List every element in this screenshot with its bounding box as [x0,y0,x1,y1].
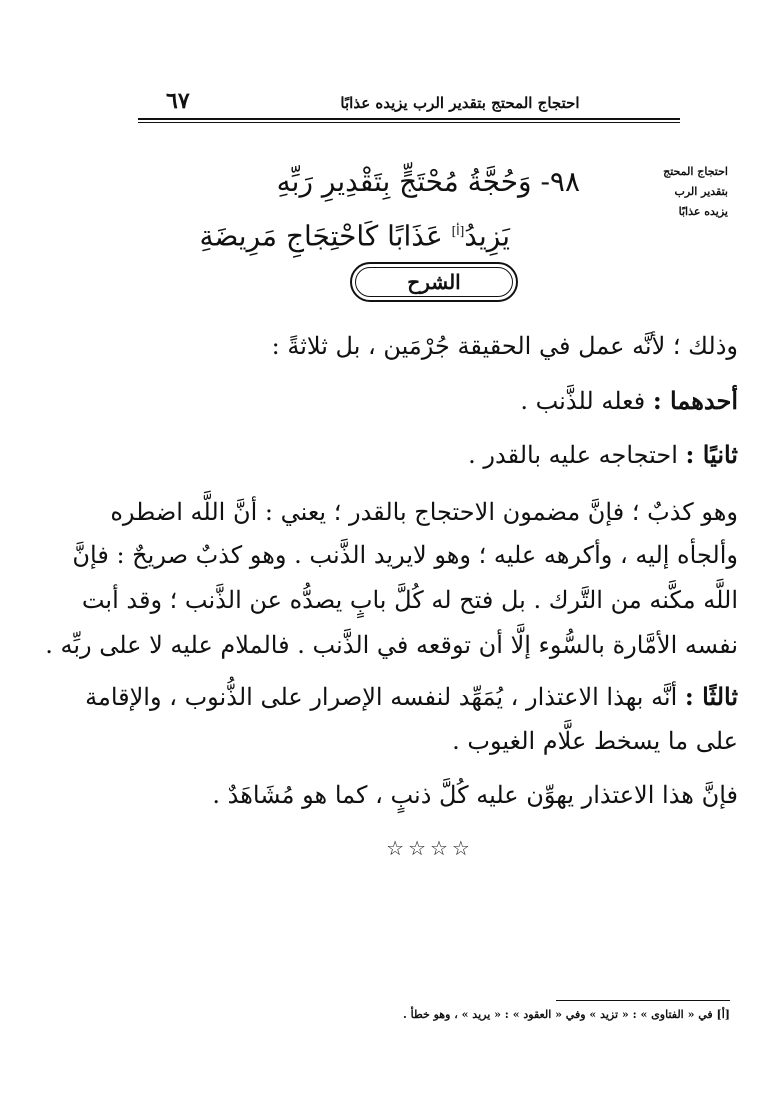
point-text: فعله للذَّنب . [520,387,653,415]
margin-note-line-1: احتجاج المحتج [663,165,728,178]
section-badge [350,262,518,302]
margin-note [618,162,728,222]
paragraph-line: نفسه الأمَّارة بالسُّوء إلَّا أن توقعه في الذَّنب . فالملام عليه لا على ربِّه . [45,631,738,659]
point-lead: ثالثًا : [684,682,738,711]
paragraph-line: فإنَّ هذا الاعتذار يهوِّن عليه كُلَّ ذنبٍ ، كما هو مُشَاهَدٌ . [212,781,738,809]
section-title: الشرح [355,267,513,297]
point-lead: ثانيًا : [685,440,738,469]
header-rule-thin [138,122,680,123]
point-text: أنَّه بهذا الاعتذار ، يُمَهِّد لنفسه الإصرار على الذُّنوب ، والإقامة [85,683,685,711]
header-rule [138,118,680,120]
verse-line-1: ٩٨- وَحُجَّةُ مُحْتَجٍّ بِتَقْدِيرِ رَبِّهِ [276,165,580,198]
point-text: احتجاجه عليه بالقدر . [468,441,686,469]
star-separator: ☆☆☆☆ [386,836,474,860]
point-lead: أحدهما : [652,386,738,415]
paragraph-line: اللَّه مكَّنه من التَّرك . بل فتح له كُلَّ بابٍ يصدُّه عن الذَّنب ؛ وقد أبت [81,586,738,614]
footnote-rule [556,1000,730,1001]
paragraph-second-point [138,435,738,475]
margin-note-line-2: بتقدير الرب [674,185,728,198]
footnote: [أ] في « الفتاوى » : « تزيد » وفي « العقود » : « يريد » ، وهو خطأ . [402,1008,730,1021]
page-number: ٦٧ [166,88,190,114]
verse-word: يَزِيدُ [464,219,510,253]
paragraph-line: وألجأه إليه ، وأكرهه عليه ؛ وهو لايريد الذَّنب . وهو كذبٌ صريحٌ : فإنَّ [72,541,738,569]
paragraph-line: وهو كذبٌ ؛ فإنَّ مضمون الاحتجاج بالقدر ؛ يعني : أنَّ اللَّه اضطره [110,498,738,526]
margin-note-line-3: يزيده عذابًا [678,205,728,218]
paragraph-line: وذلك ؛ لأنَّه عمل في الحقيقة جُرْمَين ، بل ثلاثةً : [271,332,738,360]
verse-line-2-rest: عَذَابًا كَاحْتِجَاجِ مَرِيضَةِ [199,219,452,253]
paragraph-first-point [138,381,738,421]
verse-line-2 [199,212,510,255]
footnote-reference: [أ] [451,224,465,238]
paragraph-line: على ما يسخط علَّام الغيوب . [452,727,738,755]
paragraph-third-point [85,677,738,717]
page-header-title: احتجاج المحتج بتقدير الرب يزيده عذابًا [340,94,580,112]
